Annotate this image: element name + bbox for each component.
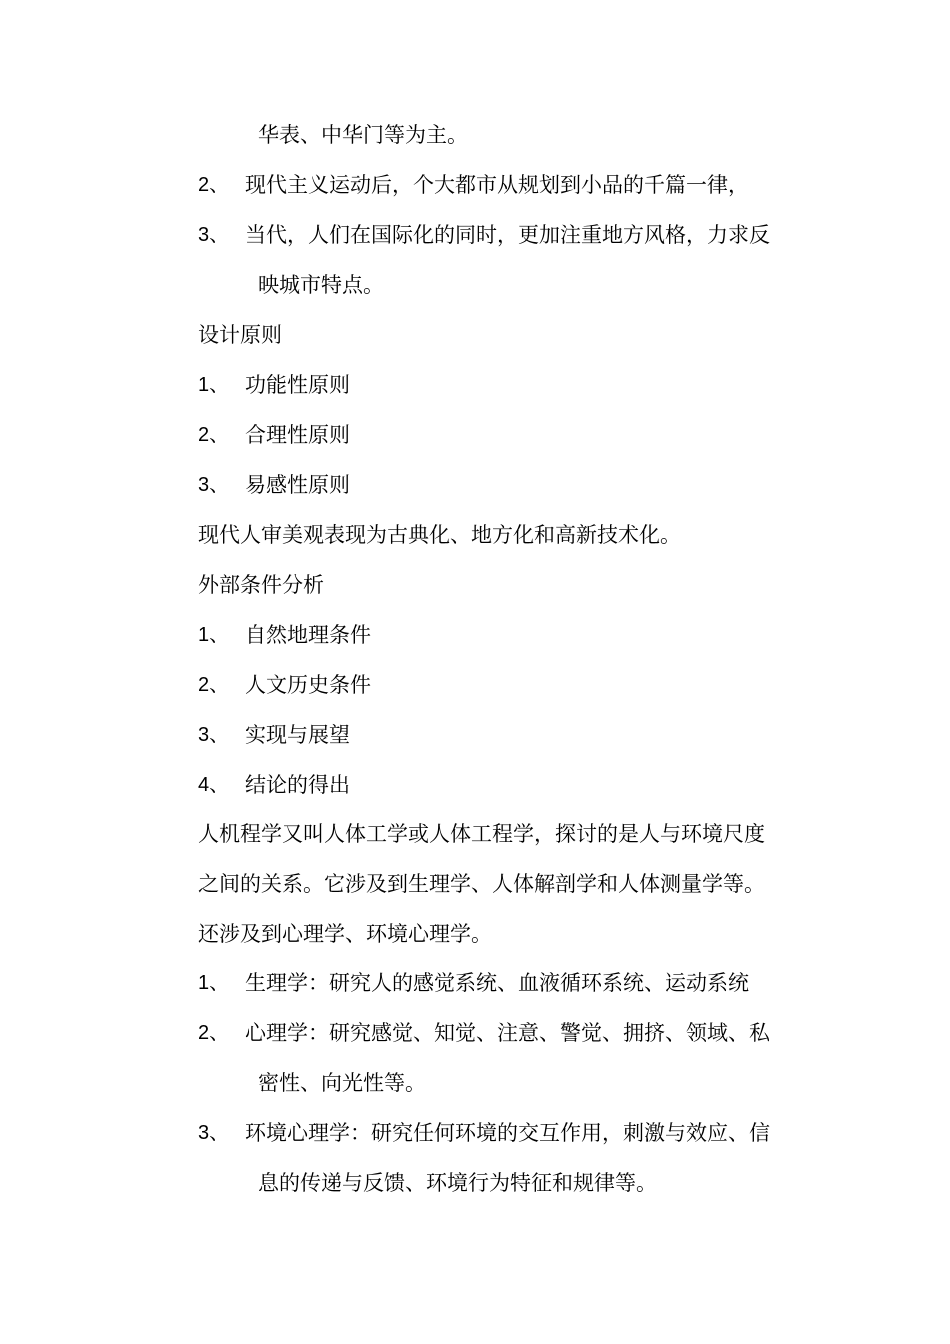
list-number: 2、	[198, 174, 230, 196]
section-heading	[198, 310, 818, 360]
list-item-continuation	[198, 1058, 818, 1108]
list-item-continuation	[198, 1158, 818, 1208]
list-number: 2、	[198, 424, 230, 446]
list-text: 心理学：研究感觉、知觉、注意、警觉、拥挤、领域、私	[245, 1021, 770, 1045]
list-item	[198, 360, 818, 410]
ergonomics-paragraph-line: 人机程学又叫人体工学或人体工程学，探讨的是人与环境尺度	[198, 822, 765, 846]
list-item	[198, 1108, 818, 1158]
continuation-line	[198, 110, 818, 160]
list-text: 现代主义运动后，个大都市从规划到小品的千篇一律，	[245, 173, 749, 197]
list-text-continuation: 映城市特点。	[258, 273, 384, 297]
list-text: 当代，人们在国际化的同时，更加注重地方风格，力求反	[245, 223, 770, 247]
list-item	[198, 760, 818, 810]
list-number: 1、	[198, 374, 230, 396]
list-item	[198, 610, 818, 660]
list-item	[198, 958, 818, 1008]
list-text: 实现与展望	[245, 723, 350, 747]
list-text-continuation: 息的传递与反馈、环境行为特征和规律等。	[258, 1171, 657, 1195]
section-heading	[198, 560, 818, 610]
list-number: 2、	[198, 1022, 230, 1044]
list-text: 易感性原则	[245, 473, 350, 497]
list-item	[198, 210, 818, 260]
design-principles-heading: 设计原则	[198, 323, 282, 347]
ergonomics-paragraph-line: 之间的关系。它涉及到生理学、人体解剖学和人体测量学等。	[198, 872, 765, 896]
external-conditions-heading: 外部条件分析	[198, 573, 324, 597]
list-item	[198, 160, 818, 210]
aesthetic-paragraph: 现代人审美观表现为古典化、地方化和高新技术化。	[198, 523, 681, 547]
list-text: 人文历史条件	[245, 673, 371, 697]
list-text: 环境心理学：研究任何环境的交互作用，刺激与效应、信	[245, 1121, 770, 1145]
list-number: 3、	[198, 1122, 230, 1144]
list-number: 1、	[198, 972, 230, 994]
list-text: 合理性原则	[245, 423, 350, 447]
continuation-text: 华表、中华门等为主。	[258, 123, 468, 147]
paragraph-line	[198, 809, 818, 859]
ergonomics-paragraph-line: 还涉及到心理学、环境心理学。	[198, 922, 492, 946]
list-number: 3、	[198, 724, 230, 746]
list-item	[198, 410, 818, 460]
paragraph-line	[198, 909, 818, 959]
list-number: 4、	[198, 774, 230, 796]
list-text: 功能性原则	[245, 373, 350, 397]
list-text: 自然地理条件	[245, 623, 371, 647]
list-number: 3、	[198, 224, 230, 246]
paragraph-line	[198, 859, 818, 909]
list-number: 2、	[198, 674, 230, 696]
paragraph	[198, 510, 818, 560]
list-text-continuation: 密性、向光性等。	[258, 1071, 426, 1095]
list-text: 生理学：研究人的感觉系统、血液循环系统、运动系统	[245, 971, 749, 995]
list-item	[198, 660, 818, 710]
list-number: 1、	[198, 624, 230, 646]
list-text: 结论的得出	[245, 773, 350, 797]
list-item	[198, 460, 818, 510]
list-item	[198, 710, 818, 760]
list-number: 3、	[198, 474, 230, 496]
list-item-continuation	[198, 260, 818, 310]
list-item	[198, 1008, 818, 1058]
